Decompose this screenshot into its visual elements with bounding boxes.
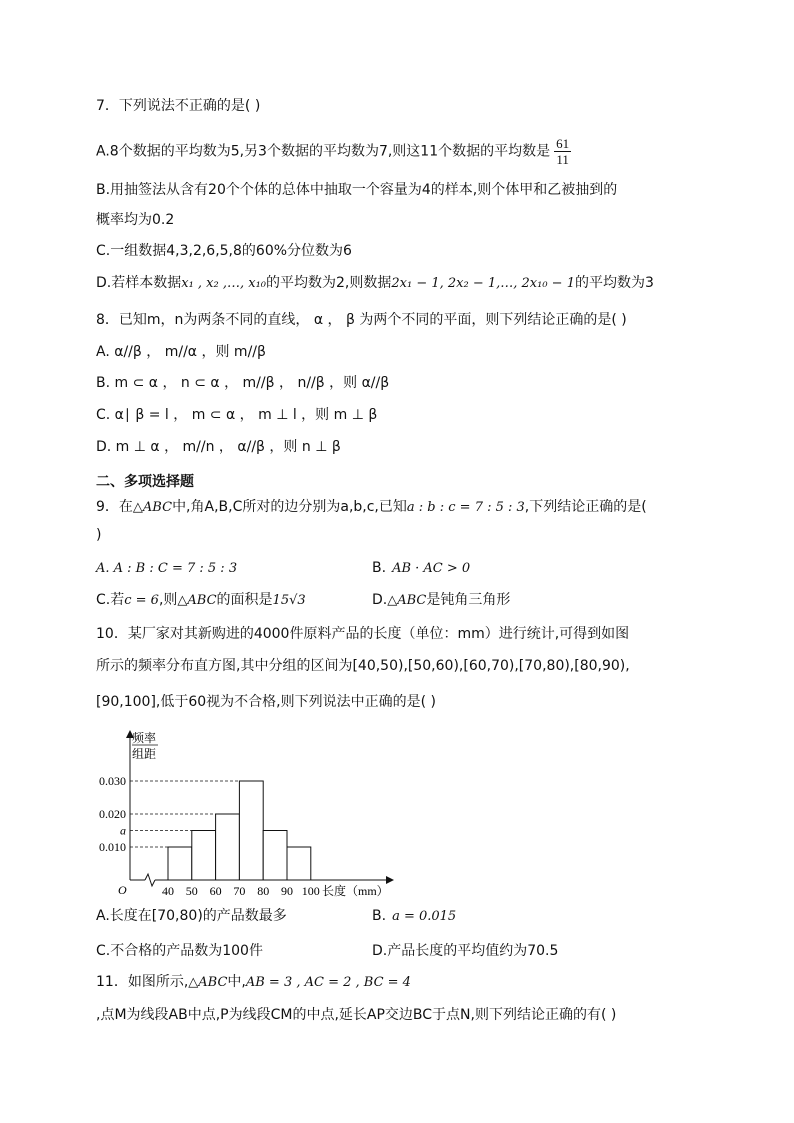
q8-option-d: D. m ⊥ α ， m//n ， α//β ，则 n ⊥ β — [96, 439, 341, 455]
q10-option-d: D.产品长度的平均值约为70.5 — [372, 943, 559, 959]
q9-b-text: B. — [372, 560, 387, 576]
q9-d-math: △ABC — [387, 593, 427, 608]
q7-d-text: D.若样本数据 — [96, 275, 182, 291]
x-axis-title: 长度（mm） — [322, 884, 389, 898]
q7-d-text3: 的平均数为3 — [574, 275, 654, 291]
y-tick-label: 0.020 — [99, 807, 126, 821]
q9-c-math1: c = 6 — [124, 593, 159, 608]
q9-c-math3: 15√3 — [272, 593, 306, 608]
q9-math2: a : b : c = 7 : 5 : 3 — [406, 500, 525, 515]
q7-option-b-line1: B.用抽签法从含有20个个体的总体中抽取一个容量为4的样本,则个体甲和乙被抽到的 — [96, 182, 618, 198]
q9-option-c — [96, 590, 306, 611]
y-tick-label: 0.010 — [99, 840, 126, 854]
q10-option-c: C.不合格的产品数为100件 — [96, 943, 263, 959]
q9-c-text2: ,则 — [158, 592, 178, 608]
q7-option-c: C.一组数据4,3,2,6,5,8的60%分位数为6 — [96, 243, 352, 259]
q9-stem — [96, 497, 647, 518]
q9-b-math: AB · AC > 0 — [392, 561, 471, 576]
origin-label: O — [118, 883, 127, 897]
q8-option-b: B. m ⊂ α ， n ⊂ α ， m//β ， n//β ，则 α//β — [96, 375, 390, 391]
q9-text2: 中,角A,B,C所对的边分别为a,b,c,已知 — [172, 499, 407, 515]
q10-b-text: B. — [372, 908, 387, 924]
q10-line1: 10．某厂家对其新购进的4000件原料产品的长度（单位：mm）进行统计,可得到如图 — [96, 626, 630, 642]
histogram-bar — [168, 847, 192, 880]
q9-a-math: A. A : B : C = 7 : 5 : 3 — [96, 561, 238, 576]
q7-d-math1: x₁ , x₂ ,…, x₁₀ — [181, 276, 267, 291]
frequency-histogram — [90, 728, 410, 900]
q11-math2: AB = 3 , AC = 2 , BC = 4 — [245, 975, 411, 990]
section-heading: 二、多项选择题 — [96, 474, 194, 490]
axis-break — [145, 874, 155, 886]
q10-b-math: a = 0.015 — [392, 909, 457, 924]
q11-text: 11．如图所示, — [96, 974, 189, 990]
x-tick-label: 40 — [162, 884, 174, 898]
q7-d-text2: 的平均数为2,则数据 — [266, 275, 392, 291]
x-tick-label: 100 — [301, 884, 320, 898]
q7-option-a-text: A.8个数据的平均数为5,另3个数据的平均数为7,则这11个数据的平均数是 — [96, 143, 551, 160]
q11-stem — [96, 972, 411, 993]
q9-text: 9．在 — [96, 499, 133, 515]
q11-text2: 中, — [227, 974, 246, 990]
q9-option-a — [96, 558, 237, 579]
q7-option-a — [96, 136, 571, 167]
q9-option-d — [372, 590, 510, 611]
q7-option-d — [96, 273, 654, 294]
q9-d-text2: 是钝角三角形 — [426, 592, 511, 608]
q9-c-math2: △ABC — [177, 593, 217, 608]
q10-line3: [90,100],低于60视为不合格,则下列说法中正确的是( ) — [96, 694, 436, 710]
histogram-bar — [287, 847, 311, 880]
q9-d-text: D. — [372, 592, 388, 608]
q11-line2: ,点M为线段AB中点,P为线段CM的中点,延长AP交边BC于点N,则下列结论正确的有( ) — [96, 1007, 617, 1023]
y-tick-label: a — [120, 823, 126, 838]
x-tick-label: 50 — [185, 884, 198, 898]
q7-stem: 7．下列说法不正确的是( ) — [96, 98, 261, 114]
q9-math1: △ABC — [132, 500, 173, 515]
q7-option-b-line2: 概率均为0.2 — [96, 212, 175, 228]
y-label-top: 频率 — [132, 731, 157, 745]
q10-option-b — [372, 906, 456, 927]
x-tick-label: 90 — [281, 884, 293, 898]
q9-c-text3: 的面积是 — [216, 592, 273, 608]
q8-stem: 8．已知m，n为两条不同的直线， α ， β 为两个不同的平面，则下列结论正确的是( ) — [96, 312, 627, 328]
q10-line2: 所示的频率分布直方图,其中分组的区间为[40,50),[50,60),[60,70),[70,80),[80,90), — [96, 658, 630, 674]
q7-d-math2: 2x₁ − 1, 2x₂ − 1,…, 2x₁₀ − 1 — [391, 276, 575, 291]
fraction: $\frac{61}{11}$ — [556, 136, 570, 167]
histogram-bar — [216, 814, 240, 880]
histogram-bar — [263, 831, 287, 881]
q9-option-b — [372, 558, 470, 579]
histogram-bar — [239, 781, 263, 880]
q9-c-text: C.若 — [96, 592, 125, 608]
q9-stem-cont: ) — [96, 527, 102, 543]
y-label-bottom: 组距 — [132, 747, 157, 761]
x-tick-label: 60 — [209, 884, 222, 898]
q10-option-a: A.长度在[70,80)的产品数最多 — [96, 908, 287, 924]
q8-option-a: A. α//β ， m//α ，则 m//β — [96, 344, 266, 360]
q11-math1: △ABC — [188, 975, 228, 990]
histogram-bar — [192, 831, 216, 881]
x-tick-label: 80 — [257, 884, 270, 898]
q9-text3: ,下列结论正确的是( — [524, 499, 647, 515]
x-tick-label: 70 — [233, 884, 246, 898]
y-tick-label: 0.030 — [99, 774, 126, 788]
q8-option-c: C. α∣ β = l ， m ⊂ α ， m ⊥ l ，则 m ⊥ β — [96, 407, 378, 423]
